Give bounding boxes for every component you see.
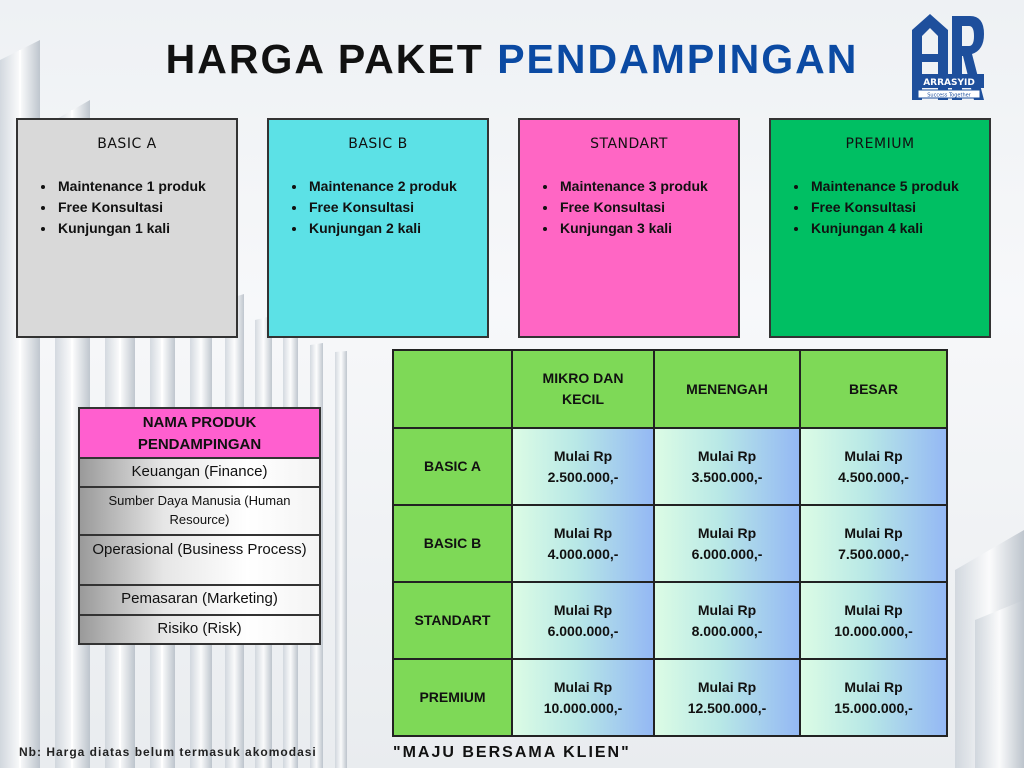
arrasyid-logo — [908, 10, 988, 106]
package-name: PREMIUM — [845, 136, 915, 152]
product-name-item: Pemasaran (Marketing) — [78, 586, 321, 616]
package-card-basic-a — [16, 118, 238, 338]
title-part1: HARGA PAKET — [165, 36, 484, 82]
slogan: "MAJU BERSAMA KLIEN" — [393, 744, 631, 761]
price-cell: Mulai Rp 3.500.000,- — [654, 428, 800, 505]
column-header: BESAR — [800, 350, 947, 428]
row-header: BASIC B — [393, 505, 512, 582]
feature-item: • Free Konsultasi — [56, 197, 236, 218]
price-cell: Mulai Rp 7.500.000,- — [800, 505, 947, 582]
feature-item: • Free Konsultasi — [558, 197, 738, 218]
package-card-premium — [769, 118, 991, 338]
price-table — [392, 349, 948, 737]
price-cell: Mulai Rp 4.500.000,- — [800, 428, 947, 505]
product-names-header: NAMA PRODUK PENDAMPINGAN — [78, 407, 321, 459]
feature-item: • Free Konsultasi — [809, 197, 989, 218]
package-name: BASIC B — [348, 136, 408, 152]
footer-note: Nb: Harga diatas belum termasuk akomodasi — [19, 745, 317, 759]
price-cell: Mulai Rp 8.000.000,- — [654, 582, 800, 659]
price-cell: Mulai Rp 10.000.000,- — [800, 582, 947, 659]
product-name-item: Keuangan (Finance) — [78, 459, 321, 488]
package-card-basic-b — [267, 118, 489, 338]
price-row — [393, 582, 947, 659]
price-cell: Mulai Rp 6.000.000,- — [512, 582, 654, 659]
feature-item: • Kunjungan 2 kali — [307, 218, 487, 239]
package-name: BASIC A — [97, 136, 157, 152]
logo-tagline: Success Together — [927, 92, 971, 99]
price-cell: Mulai Rp 12.500.000,- — [654, 659, 800, 736]
package-card-standart — [518, 118, 740, 338]
price-row — [393, 659, 947, 736]
package-name: STANDART — [590, 136, 668, 152]
feature-item: • Kunjungan 1 kali — [56, 218, 236, 239]
page-title — [0, 36, 1024, 83]
price-cell: Mulai Rp 2.500.000,- — [512, 428, 654, 505]
feature-item: • Kunjungan 4 kali — [809, 218, 989, 239]
row-header: PREMIUM — [393, 659, 512, 736]
title-part2: PENDAMPINGAN — [497, 36, 859, 82]
column-header: MIKRO DAN KECIL — [512, 350, 654, 428]
price-row — [393, 428, 947, 505]
price-row — [393, 505, 947, 582]
price-cell: Mulai Rp 10.000.000,- — [512, 659, 654, 736]
price-table-header-row — [393, 350, 947, 428]
price-cell: Mulai Rp 15.000.000,- — [800, 659, 947, 736]
product-name-item: Risiko (Risk) — [78, 616, 321, 645]
product-name-item: Operasional (Business Process) — [78, 536, 321, 586]
row-header: BASIC A — [393, 428, 512, 505]
package-features — [558, 176, 738, 239]
package-features — [56, 176, 236, 239]
feature-item: • Kunjungan 3 kali — [558, 218, 738, 239]
feature-item: • Maintenance 3 produk — [558, 176, 738, 197]
column-header: MENENGAH — [654, 350, 800, 428]
price-cell: Mulai Rp 4.000.000,- — [512, 505, 654, 582]
logo-name: ARRASYID — [923, 78, 975, 88]
package-features — [809, 176, 989, 239]
feature-item: • Maintenance 5 produk — [809, 176, 989, 197]
product-name-item: Sumber Daya Manusia (Human Resource) — [78, 488, 321, 536]
price-cell: Mulai Rp 6.000.000,- — [654, 505, 800, 582]
feature-item: • Free Konsultasi — [307, 197, 487, 218]
package-features — [307, 176, 487, 239]
row-header: STANDART — [393, 582, 512, 659]
feature-item: • Maintenance 2 produk — [307, 176, 487, 197]
product-names-list — [78, 407, 321, 645]
feature-item: • Maintenance 1 produk — [56, 176, 236, 197]
corner-cell — [393, 350, 512, 428]
